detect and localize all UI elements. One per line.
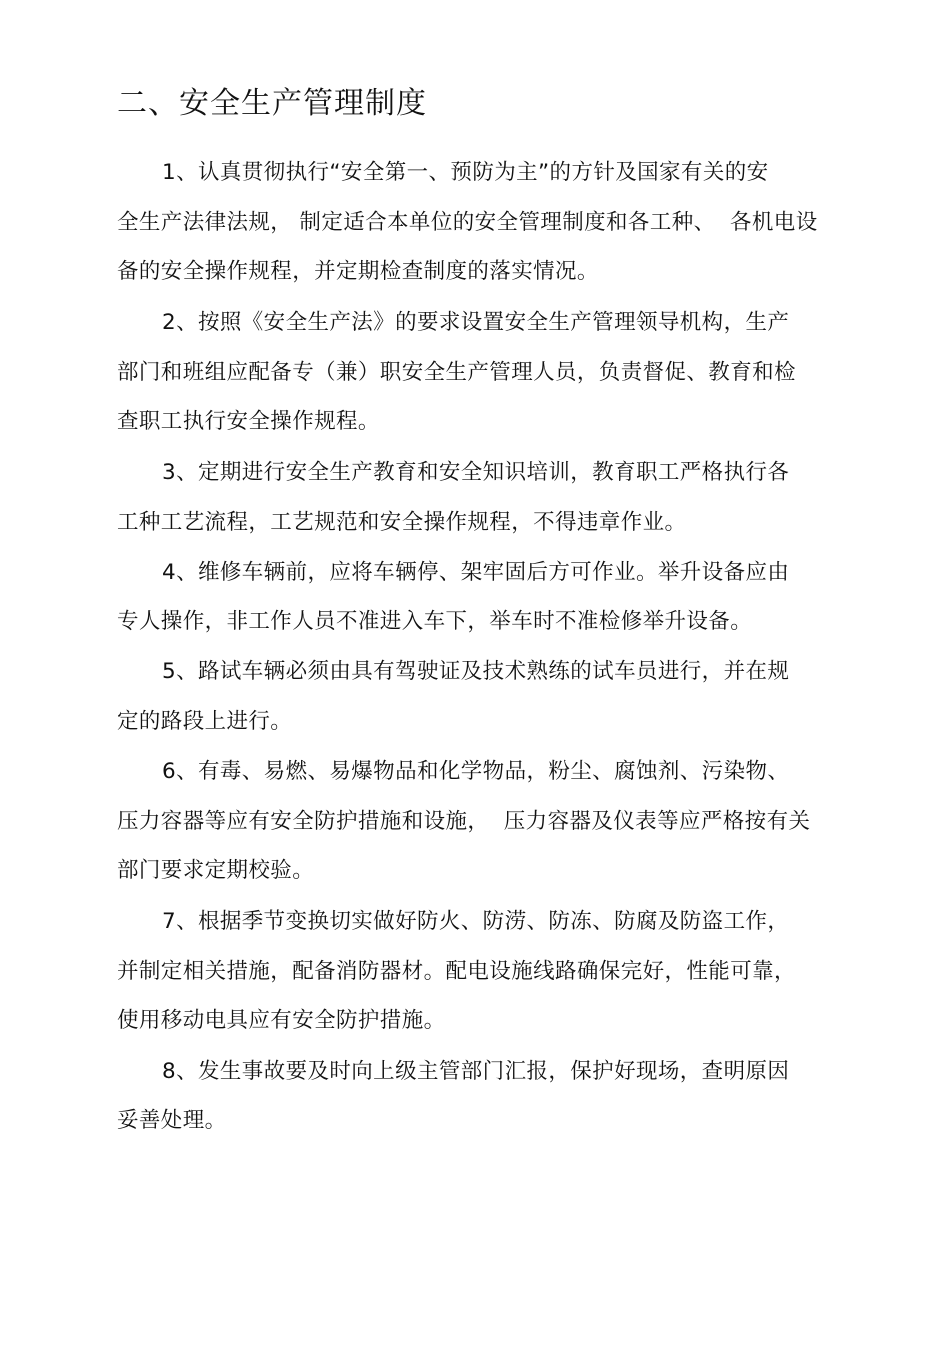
rule-1-line-3: 备的安全操作规程，并定期检查制度的落实情况。 xyxy=(117,259,599,284)
rule-4-line-1: 4、维修车辆前，应将车辆停、架牢固后方可作业。举升设备应由 xyxy=(162,560,790,585)
rule-8-line-2: 妥善处理。 xyxy=(117,1108,227,1133)
page-title: 二、安全生产管理制度 xyxy=(117,86,427,121)
rule-6-line-3: 部门要求定期校验。 xyxy=(117,858,315,883)
rule-2-line-3: 查职工执行安全操作规程。 xyxy=(117,409,380,434)
rule-6-line-2: 压力容器等应有安全防护措施和设施， 压力容器及仪表等应严格按有关 xyxy=(117,809,811,834)
rule-3-line-2: 工种工艺流程，工艺规范和安全操作规程，不得违章作业。 xyxy=(117,510,687,535)
rule-5-line-2: 定的路段上进行。 xyxy=(117,709,293,734)
rule-7-line-3: 使用移动电具应有安全防护措施。 xyxy=(117,1008,446,1033)
rule-7-line-2: 并制定相关措施，配备消防器材。配电设施线路确保完好，性能可靠， xyxy=(117,959,796,984)
rule-5-line-1: 5、路试车辆必须由具有驾驶证及技术熟练的试车员进行，并在规 xyxy=(162,659,790,684)
rule-8-line-1: 8、发生事故要及时向上级主管部门汇报，保护好现场，查明原因 xyxy=(162,1059,790,1084)
rule-7-line-1: 7、根据季节变换切实做好防火、防涝、防冻、防腐及防盗工作， xyxy=(162,909,790,934)
rule-1-line-2: 全生产法律法规， 制定适合本单位的安全管理制度和各工种、 各机电设 xyxy=(117,210,818,235)
rule-3-line-1: 3、定期进行安全生产教育和安全知识培训，教育职工严格执行各 xyxy=(162,460,790,485)
rule-4-line-2: 专人操作，非工作人员不准进入车下，举车时不准检修举升设备。 xyxy=(117,609,753,634)
rule-2-line-2: 部门和班组应配备专（兼）职安全生产管理人员，负责督促、教育和检 xyxy=(117,360,796,385)
rule-2-line-1: 2、按照《安全生产法》的要求设置安全生产管理领导机构，生产 xyxy=(162,310,790,335)
rule-6-line-1: 6、有毒、易燃、易爆物品和化学物品，粉尘、腐蚀剂、污染物、 xyxy=(162,759,790,784)
rule-1-line-1: 1、认真贯彻执行“安全第一、预防为主”的方针及国家有关的安 xyxy=(162,160,769,185)
